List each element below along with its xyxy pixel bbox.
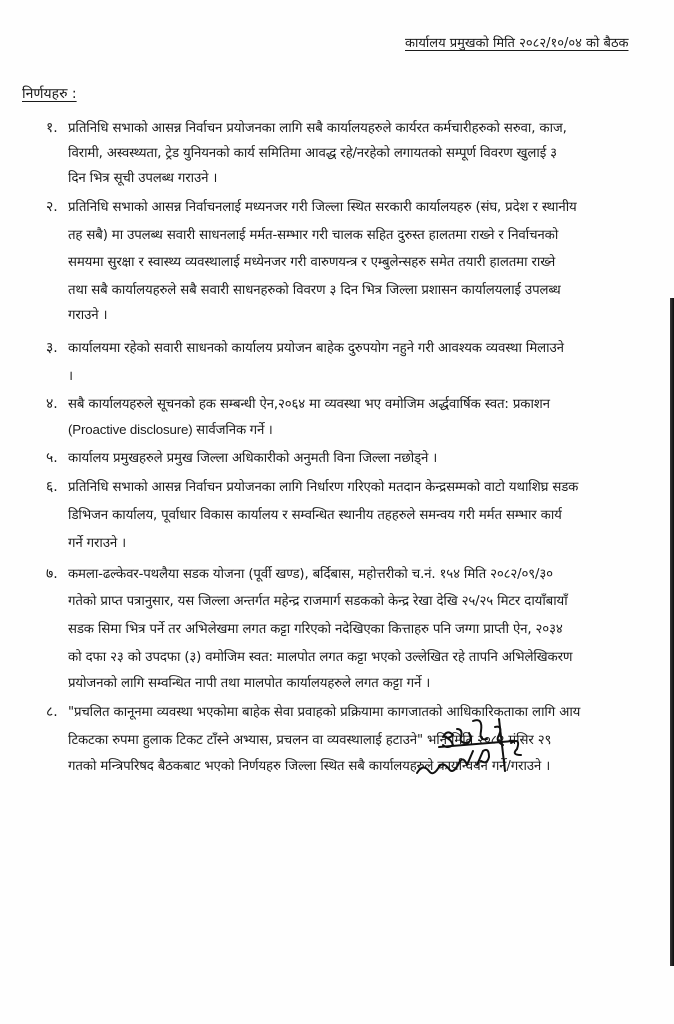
meeting-header-title: कार्यालय प्रमुखको मिति २०८२/१०/०४ को बैठक — [405, 36, 629, 51]
signature-strokes — [395, 715, 565, 785]
item-line: सबै कार्यालयहरुले सूचनको हक सम्बन्धी ऐन,२०६४ मा व्यवस्था भए वमोजिम अर्द्धवार्षिक स्वत: प्रकाशन — [68, 397, 550, 412]
item-line: (Proactive disclosure) सार्वजनिक गर्ने । — [68, 422, 273, 437]
item-line: डिभिजन कार्यालय, पूर्वाधार विकास कार्यालय र सम्वन्धित स्थानीय तहहरुले समन्वय गरी मर्मत सम्भार कार्य — [68, 508, 562, 523]
item-line: दिन भित्र सूची उपलब्ध गराउने । — [68, 171, 218, 186]
scan-edge-shadow — [670, 298, 674, 966]
item-line: । — [68, 369, 73, 384]
item-line: गराउने । — [68, 308, 108, 323]
item-line: गतेको प्राप्त पत्रानुसार, यस जिल्ला अन्तर्गत महेन्द्र राजमार्ग सडकको केन्द्र रेखा देखि २५/२५ मिटर दायाँबायाँ — [68, 594, 568, 609]
item-number: ३. — [46, 340, 58, 356]
handwritten-signature-icon — [395, 715, 565, 785]
item-line: टिकटका रुपमा हुलाक टिकट टाँस्ने अभ्यास, प्रचलन वा व्यवस्थालाई हटाउने" भनि मिति २०८२ मंसिर २९ — [68, 733, 552, 748]
item-line: कमला-ढल्केवर-पथलैया सडक योजना (पूर्वी खण्ड), बर्दिबास, महोत्तरीको च.नं. १५४ मिति २०८२/०९/३० — [68, 567, 553, 582]
item-number: ८. — [46, 704, 58, 720]
item-line: कार्यालयमा रहेको सवारी साधनको कार्यालय प्रयोजन बाहेक दुरुपयोग नहुने गरी आवश्यक व्यवस्था मिलाउने — [68, 341, 564, 356]
item-line: को दफा २३ को उपदफा (३) वमोजिम स्वत: मालपोत लगत कट्टा भएको उल्लेखित रहे तापनि अभिलेखिकरण — [68, 650, 573, 665]
item-line: सडक सिमा भित्र पर्ने तर अभिलेखमा लगत कट्टा गरिएको नदेखिएका कित्ताहरु पनि जग्गा प्राप्ती ऐन, २०३४ — [68, 622, 563, 637]
item-number: २. — [46, 199, 58, 215]
item-line: कार्यालय प्रमुखहरुले प्रमुख जिल्ला अधिकारीको अनुमती विना जिल्ला नछोड्ने । — [68, 451, 438, 466]
item-line: तह सबै) मा उपलब्ध सवारी साधनलाई मर्मत-सम्भार गरी चालक सहित दुरुस्त हालतमा राख्ने र निर्वाचनको — [68, 228, 559, 243]
item-line: प्रयोजनको लागि सम्वन्धित नापी तथा मालपोत कार्यालयहरुले लगत कट्टा गर्ने । — [68, 676, 431, 691]
item-number: ५. — [46, 450, 58, 466]
item-line: प्रतिनिधि सभाको आसन्न निर्वाचनलाई मध्यनजर गरी जिल्ला स्थित सरकारी कार्यालयहरु (संघ, प्रदेश र स्थानीय — [68, 200, 577, 215]
item-line: गतको मन्त्रिपरिषद बैठकबाट भएको निर्णयहरु जिल्ला स्थित सबै कार्यालयहरुले कार्यान्वयन गर्ने/गराउने । — [68, 759, 551, 774]
item-line: तथा सबै कार्यालयहरुले सबै सवारी साधनहरुको विवरण ३ दिन भित्र जिल्ला प्रशासन कार्यालयलाई उपलब्ध — [68, 283, 561, 298]
item-line: समयमा सुरक्षा र स्वास्थ्य व्यवस्थालाई मध्येनजर गरी वारुणयन्त्र र एम्बुलेन्सहरु समेत तयारी हालतमा राख्ने — [68, 255, 556, 270]
item-line: प्रतिनिधि सभाको आसन्न निर्वाचन प्रयोजनका लागि सबै कार्यालयहरुले कार्यरत कर्मचारीहरुको सरुवा, काज, — [68, 121, 567, 136]
item-number: १. — [46, 120, 58, 136]
item-line: विरामी, अस्वस्थ्यता, ट्रेड युनियनको कार्य समितिमा आवद्ध रहे/नरहेको लगायतको सम्पूर्ण विवरण खुलाई ३ — [68, 146, 557, 161]
item-line: गर्ने गराउने । — [68, 536, 127, 551]
item-number: ६. — [46, 479, 58, 495]
decisions-section-title: निर्णयहरु : — [22, 86, 77, 102]
item-number: ४. — [46, 396, 58, 412]
item-line: "प्रचलित कानूनमा व्यवस्था भएकोमा बाहेक सेवा प्रवाहको प्रक्रियामा कागजातको आधिकारिकताका लागि आय — [68, 705, 581, 720]
item-line: प्रतिनिधि सभाको आसन्न निर्वाचन प्रयोजनका लागि निर्धारण गरिएको मतदान केन्द्रसम्मको वाटो यथाशिघ्र सडक — [68, 480, 579, 495]
item-number: ७. — [46, 566, 58, 582]
